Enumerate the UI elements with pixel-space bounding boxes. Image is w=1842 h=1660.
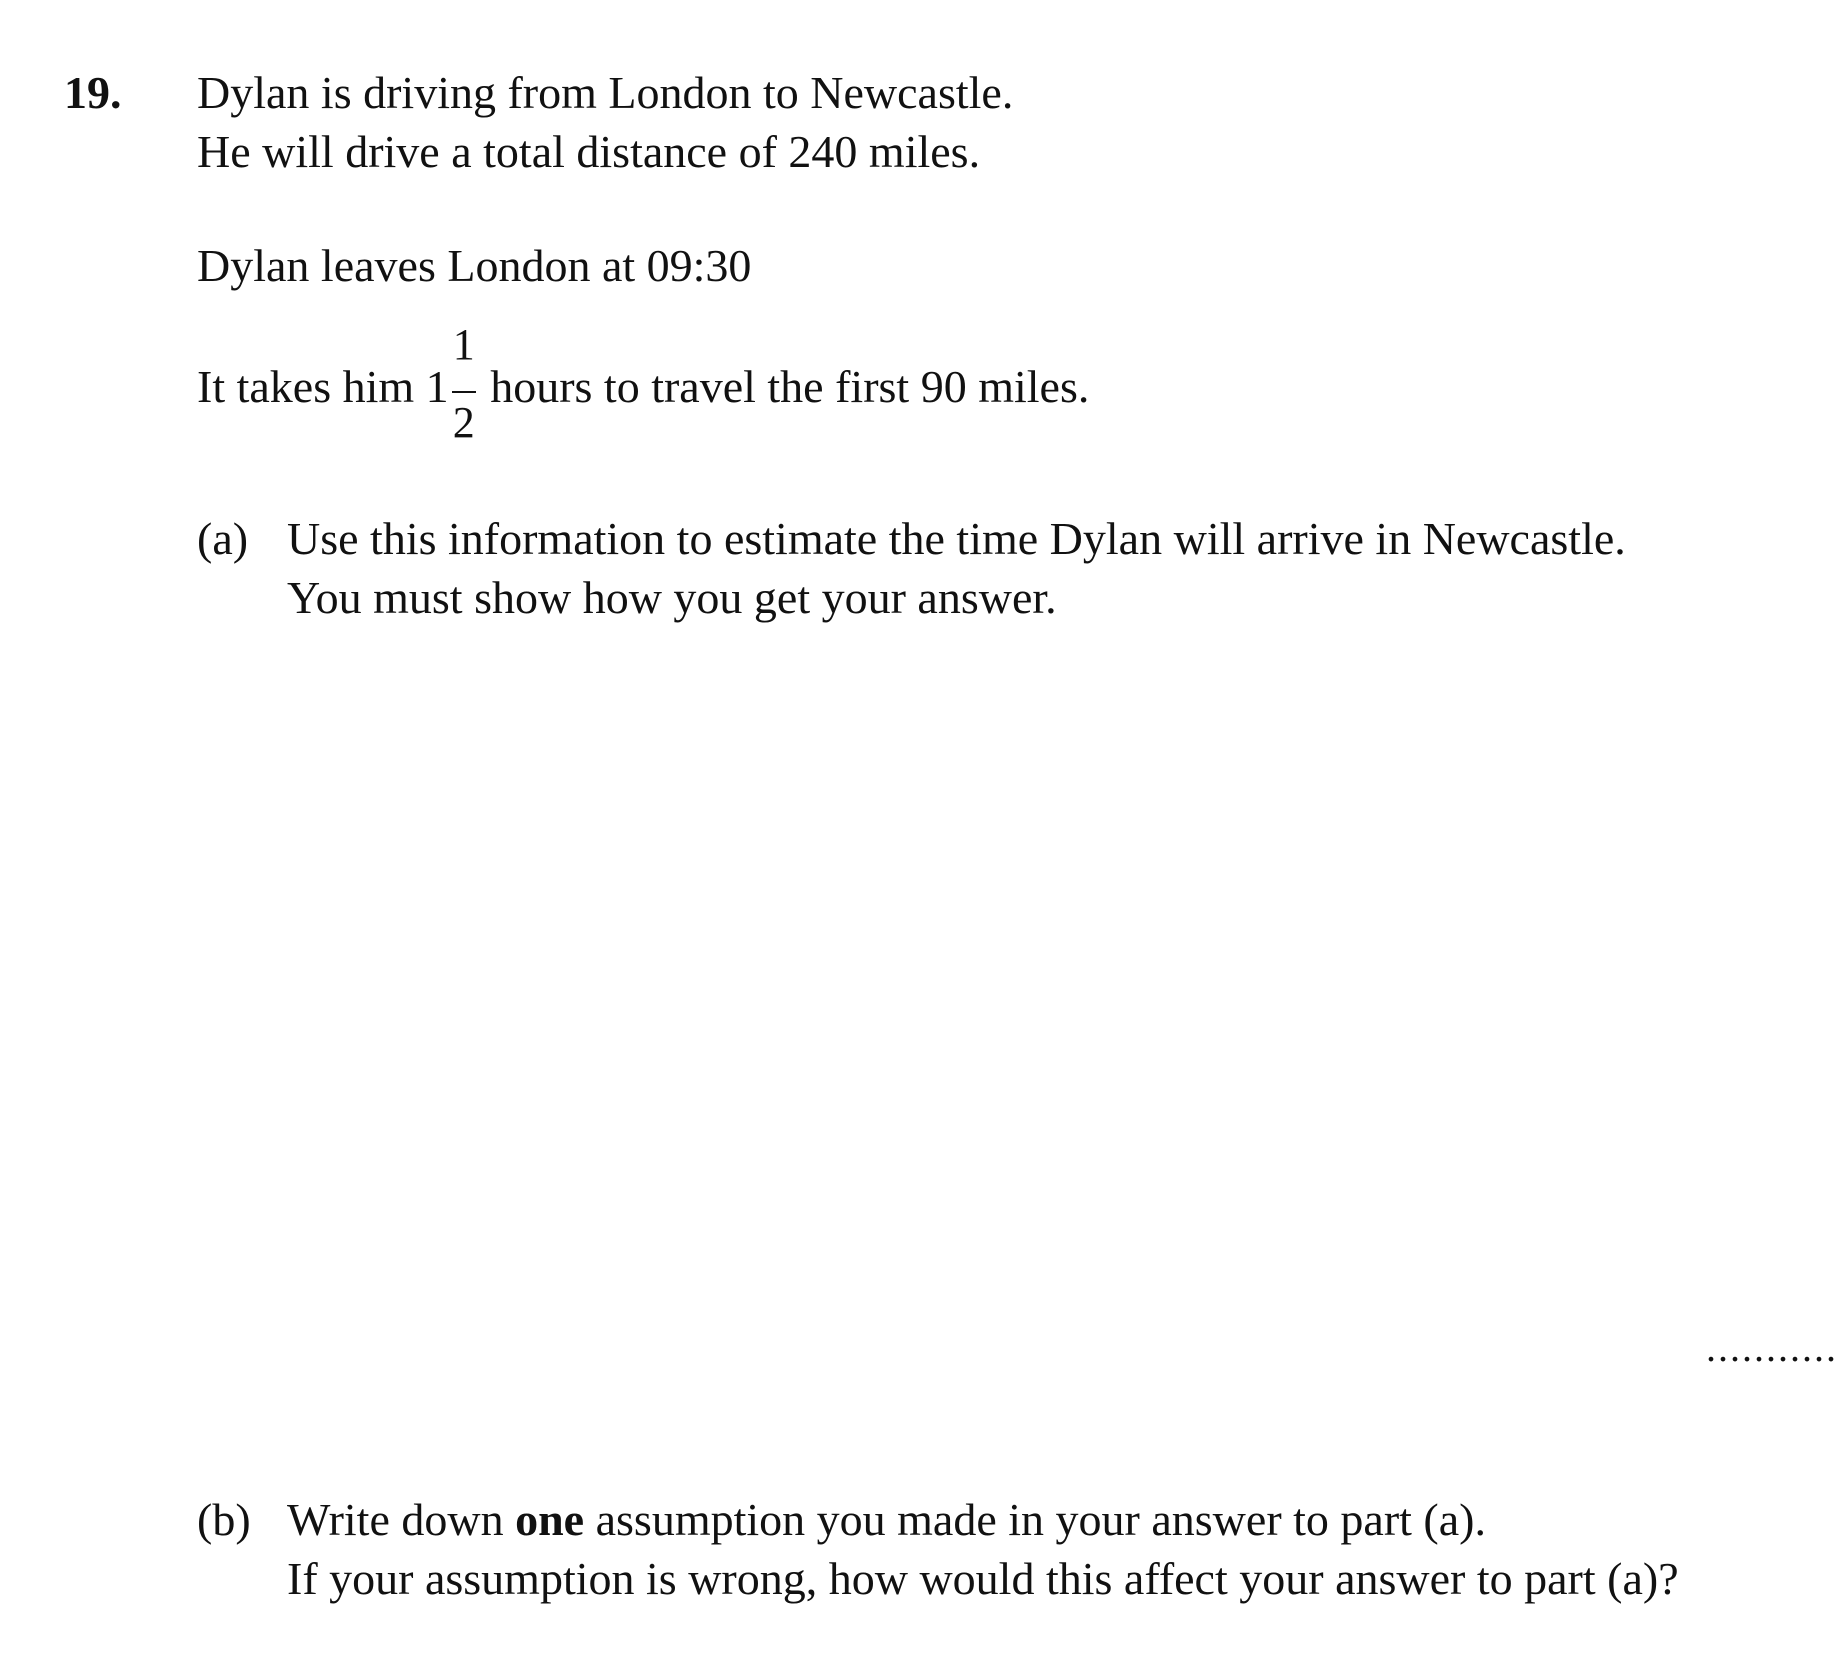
answer-line-dots: ........... [1706, 1325, 1838, 1370]
mixed-fraction [449, 319, 479, 447]
part-a-line-1: Use this information to estimate the time Dylan will arrive in Newcastle. [287, 513, 1626, 564]
intro-line-1: Dylan is driving from London to Newcastle. [197, 67, 1014, 118]
part-b-line-1 [287, 1494, 1486, 1545]
travel-line [197, 319, 1090, 447]
travel-line-suffix: hours to travel the first 90 miles. [490, 361, 1090, 412]
part-b-label: (b) [197, 1494, 251, 1545]
departure-line: Dylan leaves London at 09:30 [197, 240, 752, 291]
part-b-emphasis: one [515, 1494, 585, 1545]
part-a-line-2: You must show how you get your answer. [287, 572, 1057, 623]
part-b-line-2: If your assumption is wrong, how would this affect your answer to part (a)? [287, 1553, 1679, 1604]
fraction-numerator: 1 [452, 319, 475, 369]
intro-line-2: He will drive a total distance of 240 miles. [197, 126, 981, 177]
travel-line-prefix: It takes him 1 [197, 361, 449, 412]
fraction-bar [452, 391, 476, 393]
part-b-line-1-after: assumption you made in your answer to part (a). [584, 1494, 1486, 1545]
part-a-label: (a) [197, 513, 249, 564]
fraction-denominator: 2 [452, 397, 475, 447]
part-b-line-1-before: Write down [287, 1494, 516, 1545]
question-number: 19. [64, 67, 122, 118]
